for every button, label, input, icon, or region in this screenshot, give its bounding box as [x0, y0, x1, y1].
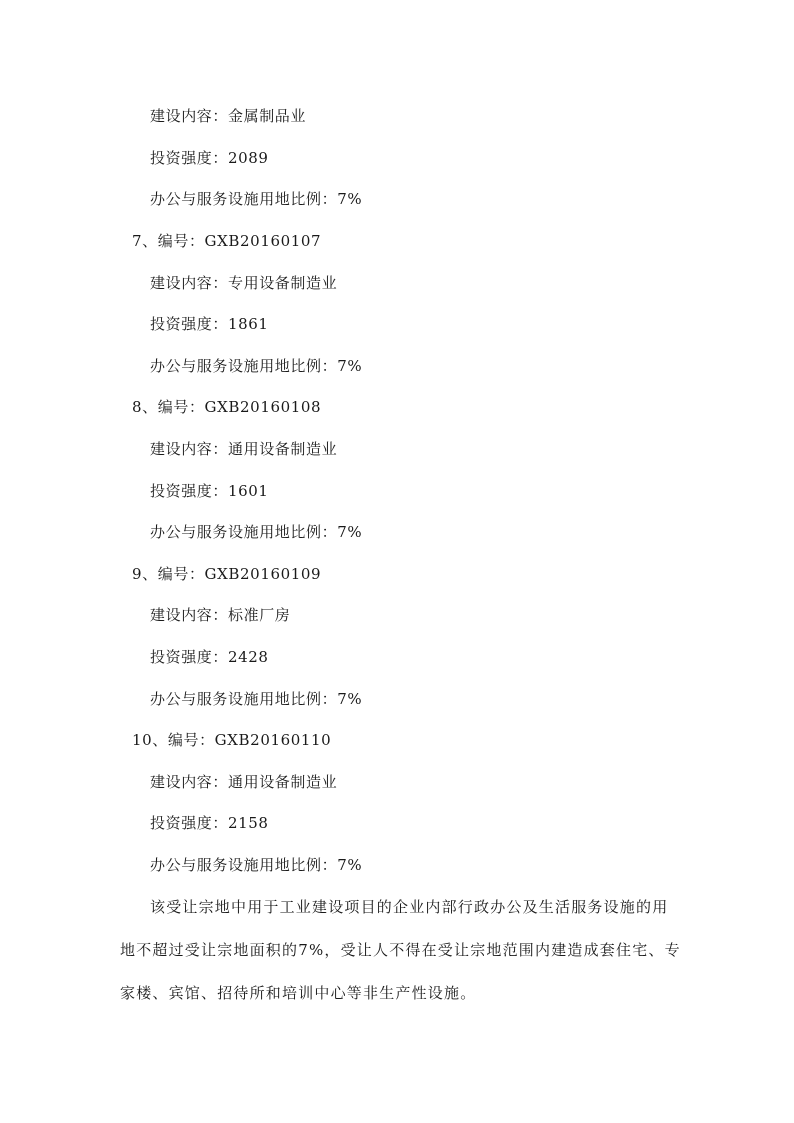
office-land-ratio-line: 办公与服务设施用地比例：7%	[150, 856, 363, 874]
item-number-heading: 10、编号：GXB20160110	[132, 731, 332, 749]
paragraph-line: 家楼、宾馆、招待所和培训中心等非生产性设施。	[120, 984, 477, 1002]
construction-content-line: 建设内容：专用设备制造业	[150, 274, 338, 292]
construction-content-line: 建设内容：标准厂房	[150, 606, 291, 624]
office-land-ratio-line: 办公与服务设施用地比例：7%	[150, 357, 363, 375]
investment-intensity-line: 投资强度：1861	[150, 315, 269, 333]
investment-intensity-line: 投资强度：2089	[150, 149, 269, 167]
investment-intensity-line: 投资强度：2158	[150, 814, 269, 832]
office-land-ratio-line: 办公与服务设施用地比例：7%	[150, 690, 363, 708]
investment-intensity-line: 投资强度：1601	[150, 482, 269, 500]
construction-content-line: 建设内容：通用设备制造业	[150, 440, 338, 458]
item-number-heading: 9、编号：GXB20160109	[132, 565, 322, 583]
construction-content-line: 建设内容：通用设备制造业	[150, 773, 338, 791]
office-land-ratio-line: 办公与服务设施用地比例：7%	[150, 190, 363, 208]
paragraph-line: 地不超过受让宗地面积的7%，受让人不得在受让宗地范围内建造成套住宅、专	[120, 941, 681, 959]
item-number-heading: 8、编号：GXB20160108	[132, 398, 322, 416]
item-number-heading: 7、编号：GXB20160107	[132, 232, 322, 250]
construction-content-line: 建设内容：金属制品业	[150, 107, 307, 125]
paragraph-line: 该受让宗地中用于工业建设项目的企业内部行政办公及生活服务设施的用	[150, 898, 669, 916]
investment-intensity-line: 投资强度：2428	[150, 648, 269, 666]
office-land-ratio-line: 办公与服务设施用地比例：7%	[150, 523, 363, 541]
